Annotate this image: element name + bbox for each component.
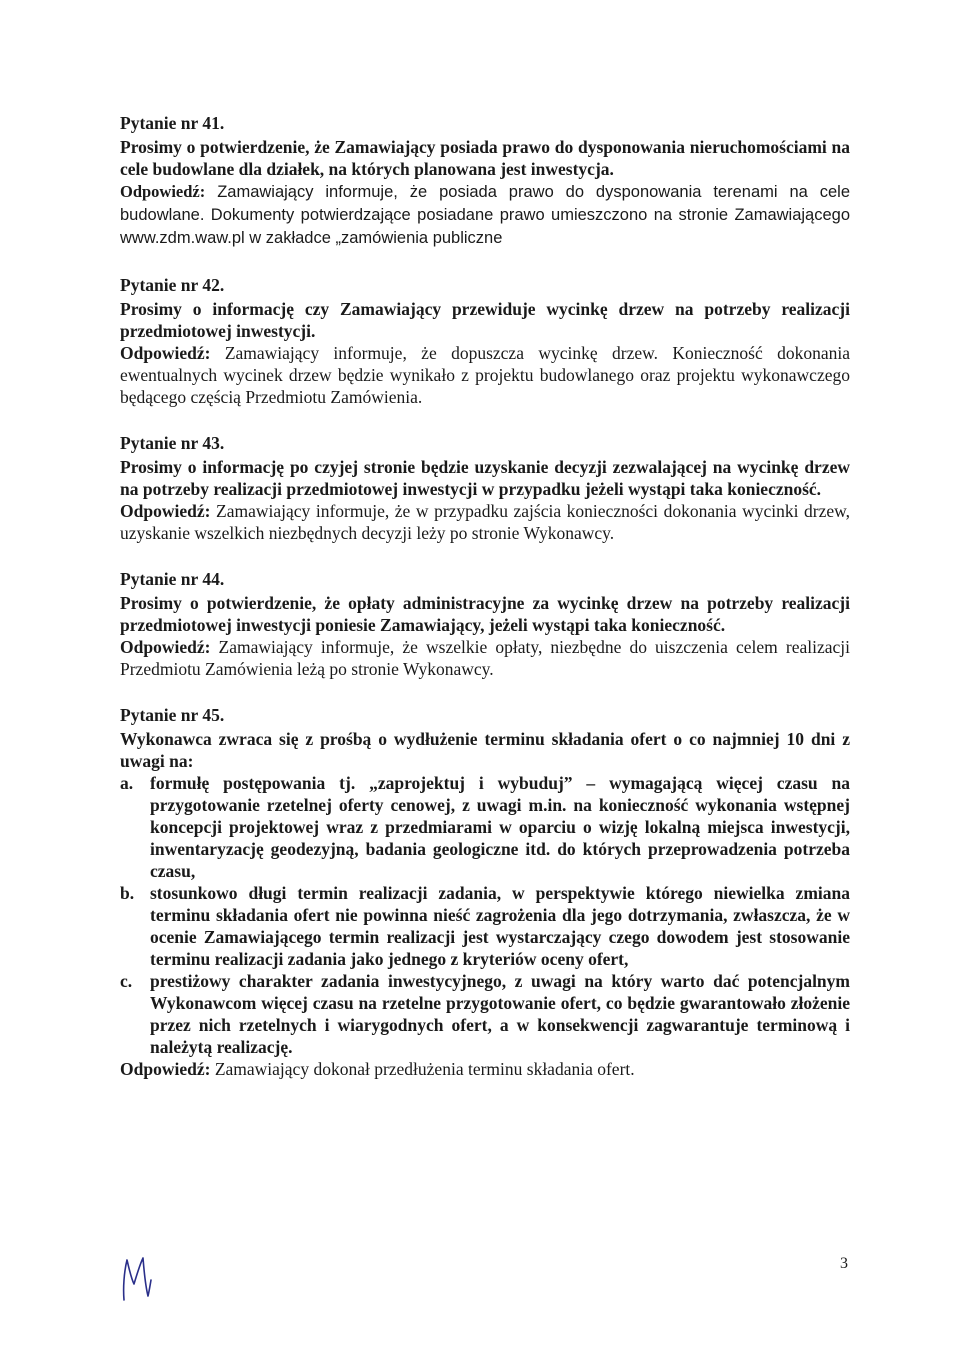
list-marker: c. xyxy=(120,971,133,991)
question-text: Prosimy o informację po czyjej stronie będzie uzyskanie decyzji zezwalającej na wycinkę drzew na potrzeby realizacji przedmiotowej inwestycji w przypadku jeżeli wystąpi taka konieczność. xyxy=(120,457,850,499)
page-number: 3 xyxy=(840,1255,848,1272)
question-block-41 xyxy=(120,112,850,250)
list-item xyxy=(120,772,850,882)
question-block-42 xyxy=(120,274,850,408)
question-block-44 xyxy=(120,568,850,680)
question-title: Pytanie nr 42. xyxy=(120,275,225,295)
question-block-45 xyxy=(120,704,850,1080)
list-item xyxy=(120,882,850,970)
document-page xyxy=(120,112,850,1104)
answer-text: Zamawiający dokonał przedłużenia terminu składania ofert. xyxy=(214,1059,635,1079)
answer-paragraph xyxy=(120,342,850,408)
list-item-text: stosunkowo długi termin realizacji zadania, w perspektywie którego niewielka zmiana terminu składania ofert nie powinna nieść zagrożenia dla jego dotrzymania, zwłaszcza, że w ocenie Zamawiającego termin realizacji jest wystarczający czego dowodem jest stosowanie terminu realizacji zadania jako jednego z kryteriów oceny ofert, xyxy=(150,883,850,969)
answer-paragraph xyxy=(120,636,850,680)
question-text: Prosimy o potwierdzenie, że opłaty administracyjne za wycinkę drzew na potrzeby realizacji przedmiotowej inwestycji poniesie Zamawiający, jeżeli wystąpi taka konieczność. xyxy=(120,593,850,635)
question-title: Pytanie nr 43. xyxy=(120,433,225,453)
reasons-list xyxy=(120,772,850,1058)
question-text: Wykonawca zwraca się z prośbą o wydłużenie terminu składania ofert o co najmniej 10 dni z uwagi na: xyxy=(120,729,850,771)
question-title: Pytanie nr 45. xyxy=(120,705,225,725)
list-item-text: formułę postępowania tj. „zaprojektuj i wybuduj” – wymagającą więcej czasu na przygotowanie rzetelnej oferty cenowej, z uwagi m.in. na konieczność wykonania wstępnej koncepcji projektowej wraz z przedmiarami w oparciu o wizję lokalną miejsca inwestycji, inwentaryzację geodezyjną, badania geologiczne itd. do których przeprowadzenia potrzeba czasu, xyxy=(150,773,850,881)
answer-label: Odpowiedź: xyxy=(120,501,211,521)
answer-label: Odpowiedź: xyxy=(120,1059,211,1079)
answer-label: Odpowiedź: xyxy=(120,182,206,201)
answer-paragraph xyxy=(120,180,850,250)
list-item-text: prestiżowy charakter zadania inwestycyjnego, z uwagi na który warto dać potencjalnym Wykonawcom więcej czasu na rzetelne przygotowanie ofert, co będzie gwarantowało złożenie przez nich rzetelnych i wiarygodnych ofert, a w konsekwencji zagwarantuje terminową i należytą realizację. xyxy=(150,971,850,1057)
answer-text: Zamawiający informuje, że posiada prawo do dysponowania terenami na cele budowlane. Dokumenty potwierdzające posiadane prawo umieszczono na stronie Zamawiającego www.zdm.waw.pl w zakładce „zamówienia publiczne xyxy=(120,183,850,247)
answer-label: Odpowiedź: xyxy=(120,343,211,363)
question-block-43 xyxy=(120,432,850,544)
answer-text: Zamawiający informuje, że dopuszcza wycinkę drzew. Konieczność dokonania ewentualnych wycinek drzew będzie wynikało z projektu budowlanego oraz projektu wykonawczego będącego częścią Przedmiotu Zamówienia. xyxy=(120,343,850,407)
answer-paragraph xyxy=(120,500,850,544)
answer-label: Odpowiedź: xyxy=(120,637,211,657)
answer-text: Zamawiający informuje, że w przypadku zajścia konieczności dokonania wycinki drzew, uzyskanie wszelkich niezbędnych decyzji leży po stronie Wykonawcy. xyxy=(120,501,850,543)
list-item xyxy=(120,970,850,1058)
answer-paragraph xyxy=(120,1058,850,1080)
signature-initial-icon xyxy=(118,1250,158,1305)
question-title: Pytanie nr 41. xyxy=(120,113,225,133)
question-title: Pytanie nr 44. xyxy=(120,569,225,589)
answer-text: Zamawiający informuje, że wszelkie opłaty, niezbędne do uiszczenia celem realizacji Przedmiotu Zamówienia leżą po stronie Wykonawcy. xyxy=(120,637,850,679)
question-text: Prosimy o potwierdzenie, że Zamawiający posiada prawo do dysponowania nieruchomościami na cele budowlane dla działek, na których planowana jest inwestycja. xyxy=(120,137,850,179)
list-marker: b. xyxy=(120,883,135,903)
question-text: Prosimy o informację czy Zamawiający przewiduje wycinkę drzew na potrzeby realizacji przedmiotowej inwestycji. xyxy=(120,299,850,341)
list-marker: a. xyxy=(120,773,134,793)
